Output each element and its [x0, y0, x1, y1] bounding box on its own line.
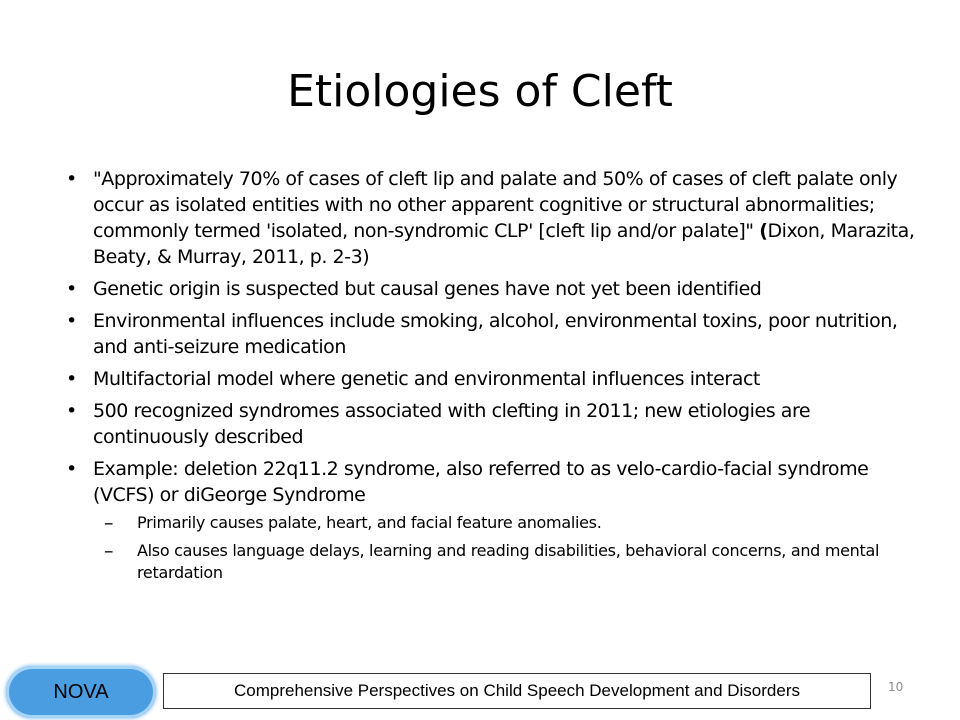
bullet-item-quote: [66, 166, 916, 270]
sub-bullet-marker: –: [104, 512, 114, 534]
sub-bullet-item: [66, 512, 916, 534]
bullet-marker: •: [66, 368, 77, 390]
bullet-marker: •: [66, 458, 77, 480]
bullet-item-multifactorial: [66, 366, 916, 392]
bullet-text: Environmental influences include smoking, alcohol, environmental toxins, poor nutrition, and anti-seizure medication: [93, 310, 898, 358]
bullet-item-syndromes: [66, 398, 916, 450]
bullet-text: Genetic origin is suspected but causal genes have not yet been identified: [93, 278, 762, 300]
bullet-marker: •: [66, 168, 77, 190]
bullet-text: 500 recognized syndromes associated with clefting in 2011; new etiologies are continuously described: [93, 400, 811, 448]
bullet-text: Multifactorial model where genetic and environmental influences interact: [93, 368, 760, 390]
bullet-marker: •: [66, 278, 77, 300]
bullet-item-genetic: [66, 276, 916, 302]
bullet-text: Example: deletion 22q11.2 syndrome, also referred to as velo-cardio-facial syndrome (VCFS) or diGeorge Syndrome: [93, 458, 869, 506]
citation-paren: (: [759, 220, 768, 242]
bullet-list: [66, 166, 916, 590]
bullet-item-example: [66, 456, 916, 584]
course-title-footer: Comprehensive Perspectives on Child Speech Development and Disorders: [163, 673, 871, 709]
slide-number: 10: [888, 680, 904, 694]
quote-text: "Approximately 70% of cases of cleft lip and palate and 50% of cases of cleft palate only occur as isolated entities with no other apparent cognitive or structural abnormalities; commonly termed 'isolated, non-syndromic CLP' [cleft lip and/or palate]": [93, 168, 898, 242]
sub-bullet-text: Also causes language delays, learning and reading disabilities, behavioral concerns, and mental retardation: [137, 541, 880, 582]
bullet-marker: •: [66, 400, 77, 422]
bullet-item-environmental: [66, 308, 916, 360]
slide-title: Etiologies of Cleft: [287, 66, 673, 117]
sub-bullet-item: [66, 540, 916, 584]
nova-badge: NOVA: [6, 666, 156, 718]
bullet-marker: •: [66, 310, 77, 332]
sub-bullet-marker: –: [104, 540, 114, 562]
citation-text: Dixon, Marazita, Beaty, & Murray, 2011, p. 2-3): [93, 220, 915, 268]
sub-bullet-text: Primarily causes palate, heart, and facial feature anomalies.: [137, 513, 602, 532]
sub-bullet-list: [66, 512, 916, 584]
